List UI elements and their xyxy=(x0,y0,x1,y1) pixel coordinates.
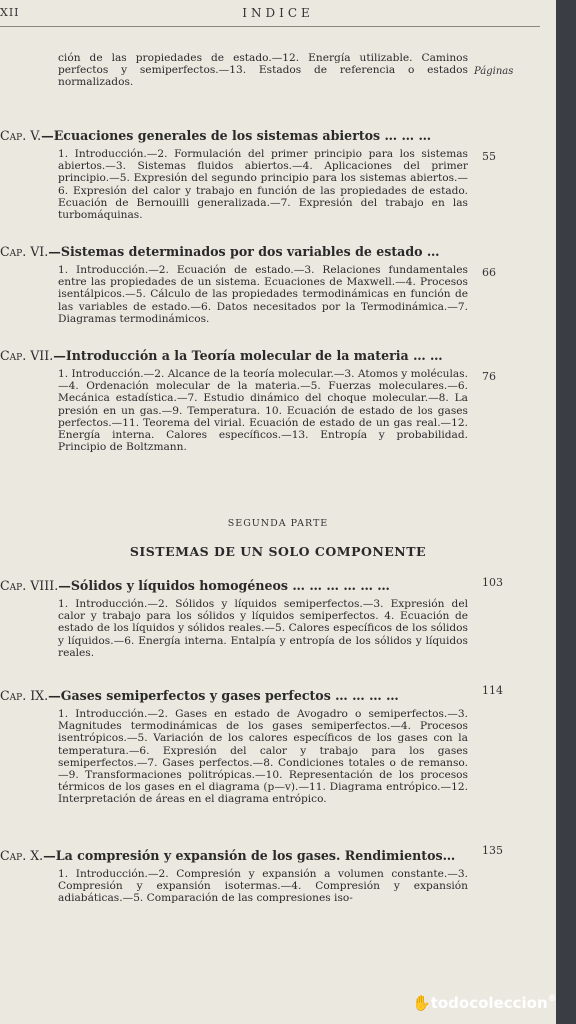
watermark-logo: ✋todocoleccion® xyxy=(412,994,557,1012)
paginas-label: Páginas xyxy=(474,66,514,77)
chapter-title: —Sólidos y líquidos homogéneos … … … … … … xyxy=(58,578,390,593)
chapter-contents: 1. Introducción.—2. Sólidos y líquidos semiperfectos.—3. Expresión del calor y trabajo para los sólidos y líquidos semiperfectos. 4. Ecuación de estado de los líquidos y sólidos reales.—5. Calores específicos de los sólidos y líquidos.—6. Energía interna. Entalpía y entropía de los sólidos y líquidos reales. xyxy=(58,598,468,659)
chapter-title: —La compresión y expansión de los gases. Rendimientos… xyxy=(43,848,456,863)
chapter-contents: 1. Introducción.—2. Gases en estado de Avogadro o semiperfectos.—3. Magnitudes termodinámicas de los gases semiperfectos.—4. Procesos isentrópicos.—5. Variación de los calores específicos de los gases con la temperatura.—6. Expresión del calor y trabajo para los gases semiperfectos.—7. Gases perfectos.—8. Condiciones totales o de remanso.—9. Transformaciones politrópicas.—10. Representación de los procesos térmicos de los gases en el diagrama (p—v).—11. Diagrama entrópico.—12. Interpretación de áreas en el diagrama entrópico. xyxy=(58,708,468,806)
chapter-label: Cap. VIII. xyxy=(0,578,59,593)
chapter-page-number: 103 xyxy=(482,576,503,589)
page-number: XII xyxy=(0,6,20,19)
chapter-contents: 1. Introducción.—2. Formulación del primer principio para los sistemas abiertos.—3. Sistemas fluidos abiertos.—4. Aplicaciones del primer principio.—5. Expresión del segundo principio para los sistemas abiertos.—6. Expresión del calor y trabajo en función de las propiedades de estado. Ecuación de Bernouilli generalizada.—7. Expresión del trabajo en las turbomáquinas. xyxy=(58,148,468,222)
chapter-page-number: 66 xyxy=(482,266,496,279)
chapter-contents: 1. Introducción.—2. Alcance de la teoría molecular.—3. Atomos y moléculas.—4. Ordenación molecular de la materia.—5. Fuerzas moleculares.—6. Mecánica estadística.—7. Estudio dinámico del choque molecular.—8. La presión en un gas.—9. Temperatura. 10. Ecuación de estado de los gases perfectos.—11. Teorema del virial. Ecuación de estado de un gas real.—12. Energía interna. Calores específicos.—13. Entropía y probabilidad. Principio de Boltzmann. xyxy=(58,368,468,454)
chapter-page-number: 135 xyxy=(482,844,503,857)
chapter-label: Cap. V. xyxy=(0,128,42,143)
continued-text: ción de las propiedades de estado.—12. Energía utilizable. Caminos perfectos y semiperfectos.—13. Estados de referencia o estados normalizados. xyxy=(58,52,468,89)
chapter-contents: 1. Introducción.—2. Ecuación de estado.—3. Relaciones fundamentales entre las propiedades de un sistema. Ecuaciones de Maxwell.—4. Procesos isentálpicos.—5. Cálculo de las propiedades termodinámicas en función de las variables de estado.—6. Datos necesitados por la Termodinámica.—7. Diagramas termodinámicos. xyxy=(58,264,468,325)
chapter-page-number: 76 xyxy=(482,370,496,383)
part-title: SISTEMAS DE UN SOLO COMPONENTE xyxy=(129,544,427,559)
page-title: INDICE xyxy=(242,6,314,20)
page-header xyxy=(0,6,556,26)
chapter-title: —Sistemas determinados por dos variables de estado … xyxy=(48,244,440,259)
chapter-heading xyxy=(0,348,470,368)
chapter-title: —Introducción a la Teoría molecular de la materia … … xyxy=(53,348,443,363)
chapter-title: —Ecuaciones generales de los sistemas abiertos … … … xyxy=(41,128,432,143)
chapter-title: —Gases semiperfectos y gases perfectos … … … … xyxy=(48,688,399,703)
chapter-page-number: 114 xyxy=(482,684,503,697)
header-rule xyxy=(0,26,540,27)
chapter-contents: 1. Introducción.—2. Compresión y expansión a volumen constante.—3. Compresión y expansión isotermas.—4. Compresión y expansión adiabáticas.—5. Comparación de las compresiones iso- xyxy=(58,868,468,905)
chapter-heading xyxy=(0,848,470,868)
chapter-label: Cap. X. xyxy=(0,848,44,863)
chapter-heading xyxy=(0,688,470,708)
chapter-heading xyxy=(0,578,470,598)
chapter-label: Cap. IX. xyxy=(0,688,49,703)
chapter-heading xyxy=(0,128,470,148)
chapter-label: Cap. VI. xyxy=(0,244,49,259)
hand-icon: ✋ xyxy=(412,994,431,1012)
chapter-page-number: 55 xyxy=(482,150,496,163)
part-label: SEGUNDA PARTE xyxy=(227,518,329,529)
chapter-heading xyxy=(0,244,470,264)
watermark-brand: todocoleccion xyxy=(430,994,548,1012)
chapter-label: Cap. VII. xyxy=(0,348,54,363)
